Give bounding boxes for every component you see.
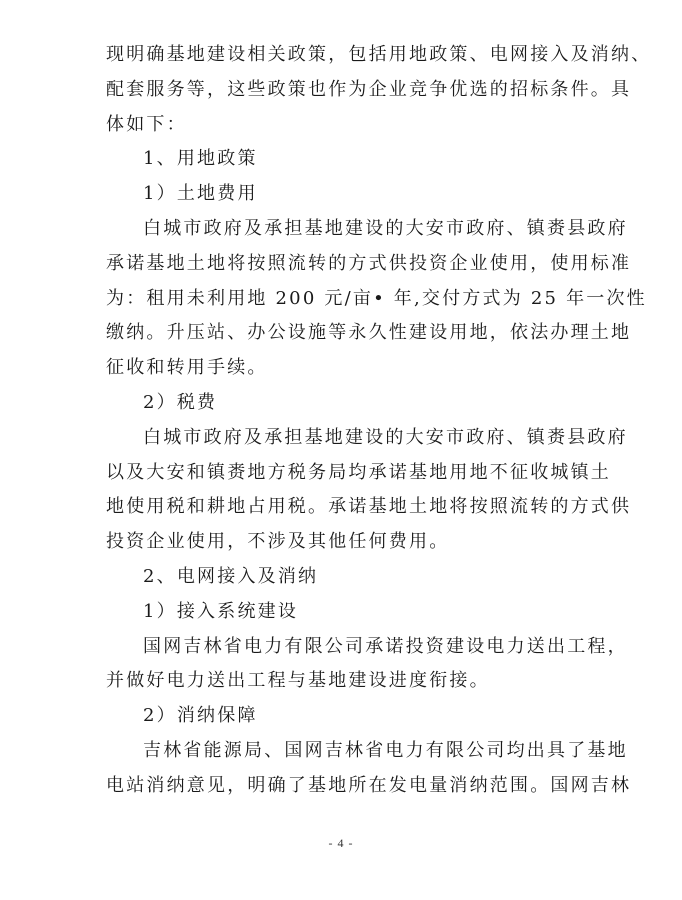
text-line: 1、用地政策 bbox=[143, 148, 258, 170]
text-line: 白城市政府及承担基地建设的大安市政府、镇赉县政府 bbox=[143, 426, 628, 448]
text-line: 为：租用未利用地 200 元/亩• 年,交付方式为 25 年一次性 bbox=[106, 287, 647, 309]
text-line: 现明确基地建设相关政策，包括用地政策、电网接入及消纳、 bbox=[106, 44, 652, 65]
page-number: - 4 - bbox=[328, 836, 354, 850]
text-line: 缴纳。升压站、办公设施等永久性建设用地，依法办理土地 bbox=[106, 322, 632, 344]
text-line: 以及大安和镇赉地方税务局均承诺基地用地不征收城镇土 bbox=[106, 461, 611, 483]
text-line: 地使用税和耕地占用税。承诺基地土地将按照流转的方式供 bbox=[106, 496, 632, 518]
text-line: 吉林省能源局、国网吉林省电力有限公司均出具了基地 bbox=[143, 739, 628, 761]
text-line: 并做好电力送出工程与基地建设进度衔接。 bbox=[106, 670, 490, 692]
text-line: 2）税费 bbox=[143, 391, 218, 413]
text-line: 电站消纳意见，明确了基地所在发电量消纳范围。国网吉林 bbox=[106, 774, 632, 796]
text-line: 白城市政府及承担基地建设的大安市政府、镇赉县政府 bbox=[143, 217, 628, 239]
text-line: 1）土地费用 bbox=[143, 183, 258, 205]
text-line: 征收和转用手续。 bbox=[106, 357, 268, 379]
text-line: 2）消纳保障 bbox=[143, 705, 258, 727]
text-line: 配套服务等，这些政策也作为企业竞争优选的招标条件。具 bbox=[106, 78, 632, 100]
text-line: 投资企业使用，不涉及其他任何费用。 bbox=[106, 531, 450, 553]
text-line: 1）接入系统建设 bbox=[143, 600, 299, 622]
text-line: 2、电网接入及消纳 bbox=[143, 565, 319, 587]
document-body bbox=[106, 38, 652, 804]
text-line: 国网吉林省电力有限公司承诺投资建设电力送出工程， bbox=[143, 635, 628, 657]
text-line: 体如下： bbox=[106, 113, 187, 135]
text-line: 承诺基地土地将按照流转的方式供投资企业使用，使用标准 bbox=[106, 252, 632, 274]
